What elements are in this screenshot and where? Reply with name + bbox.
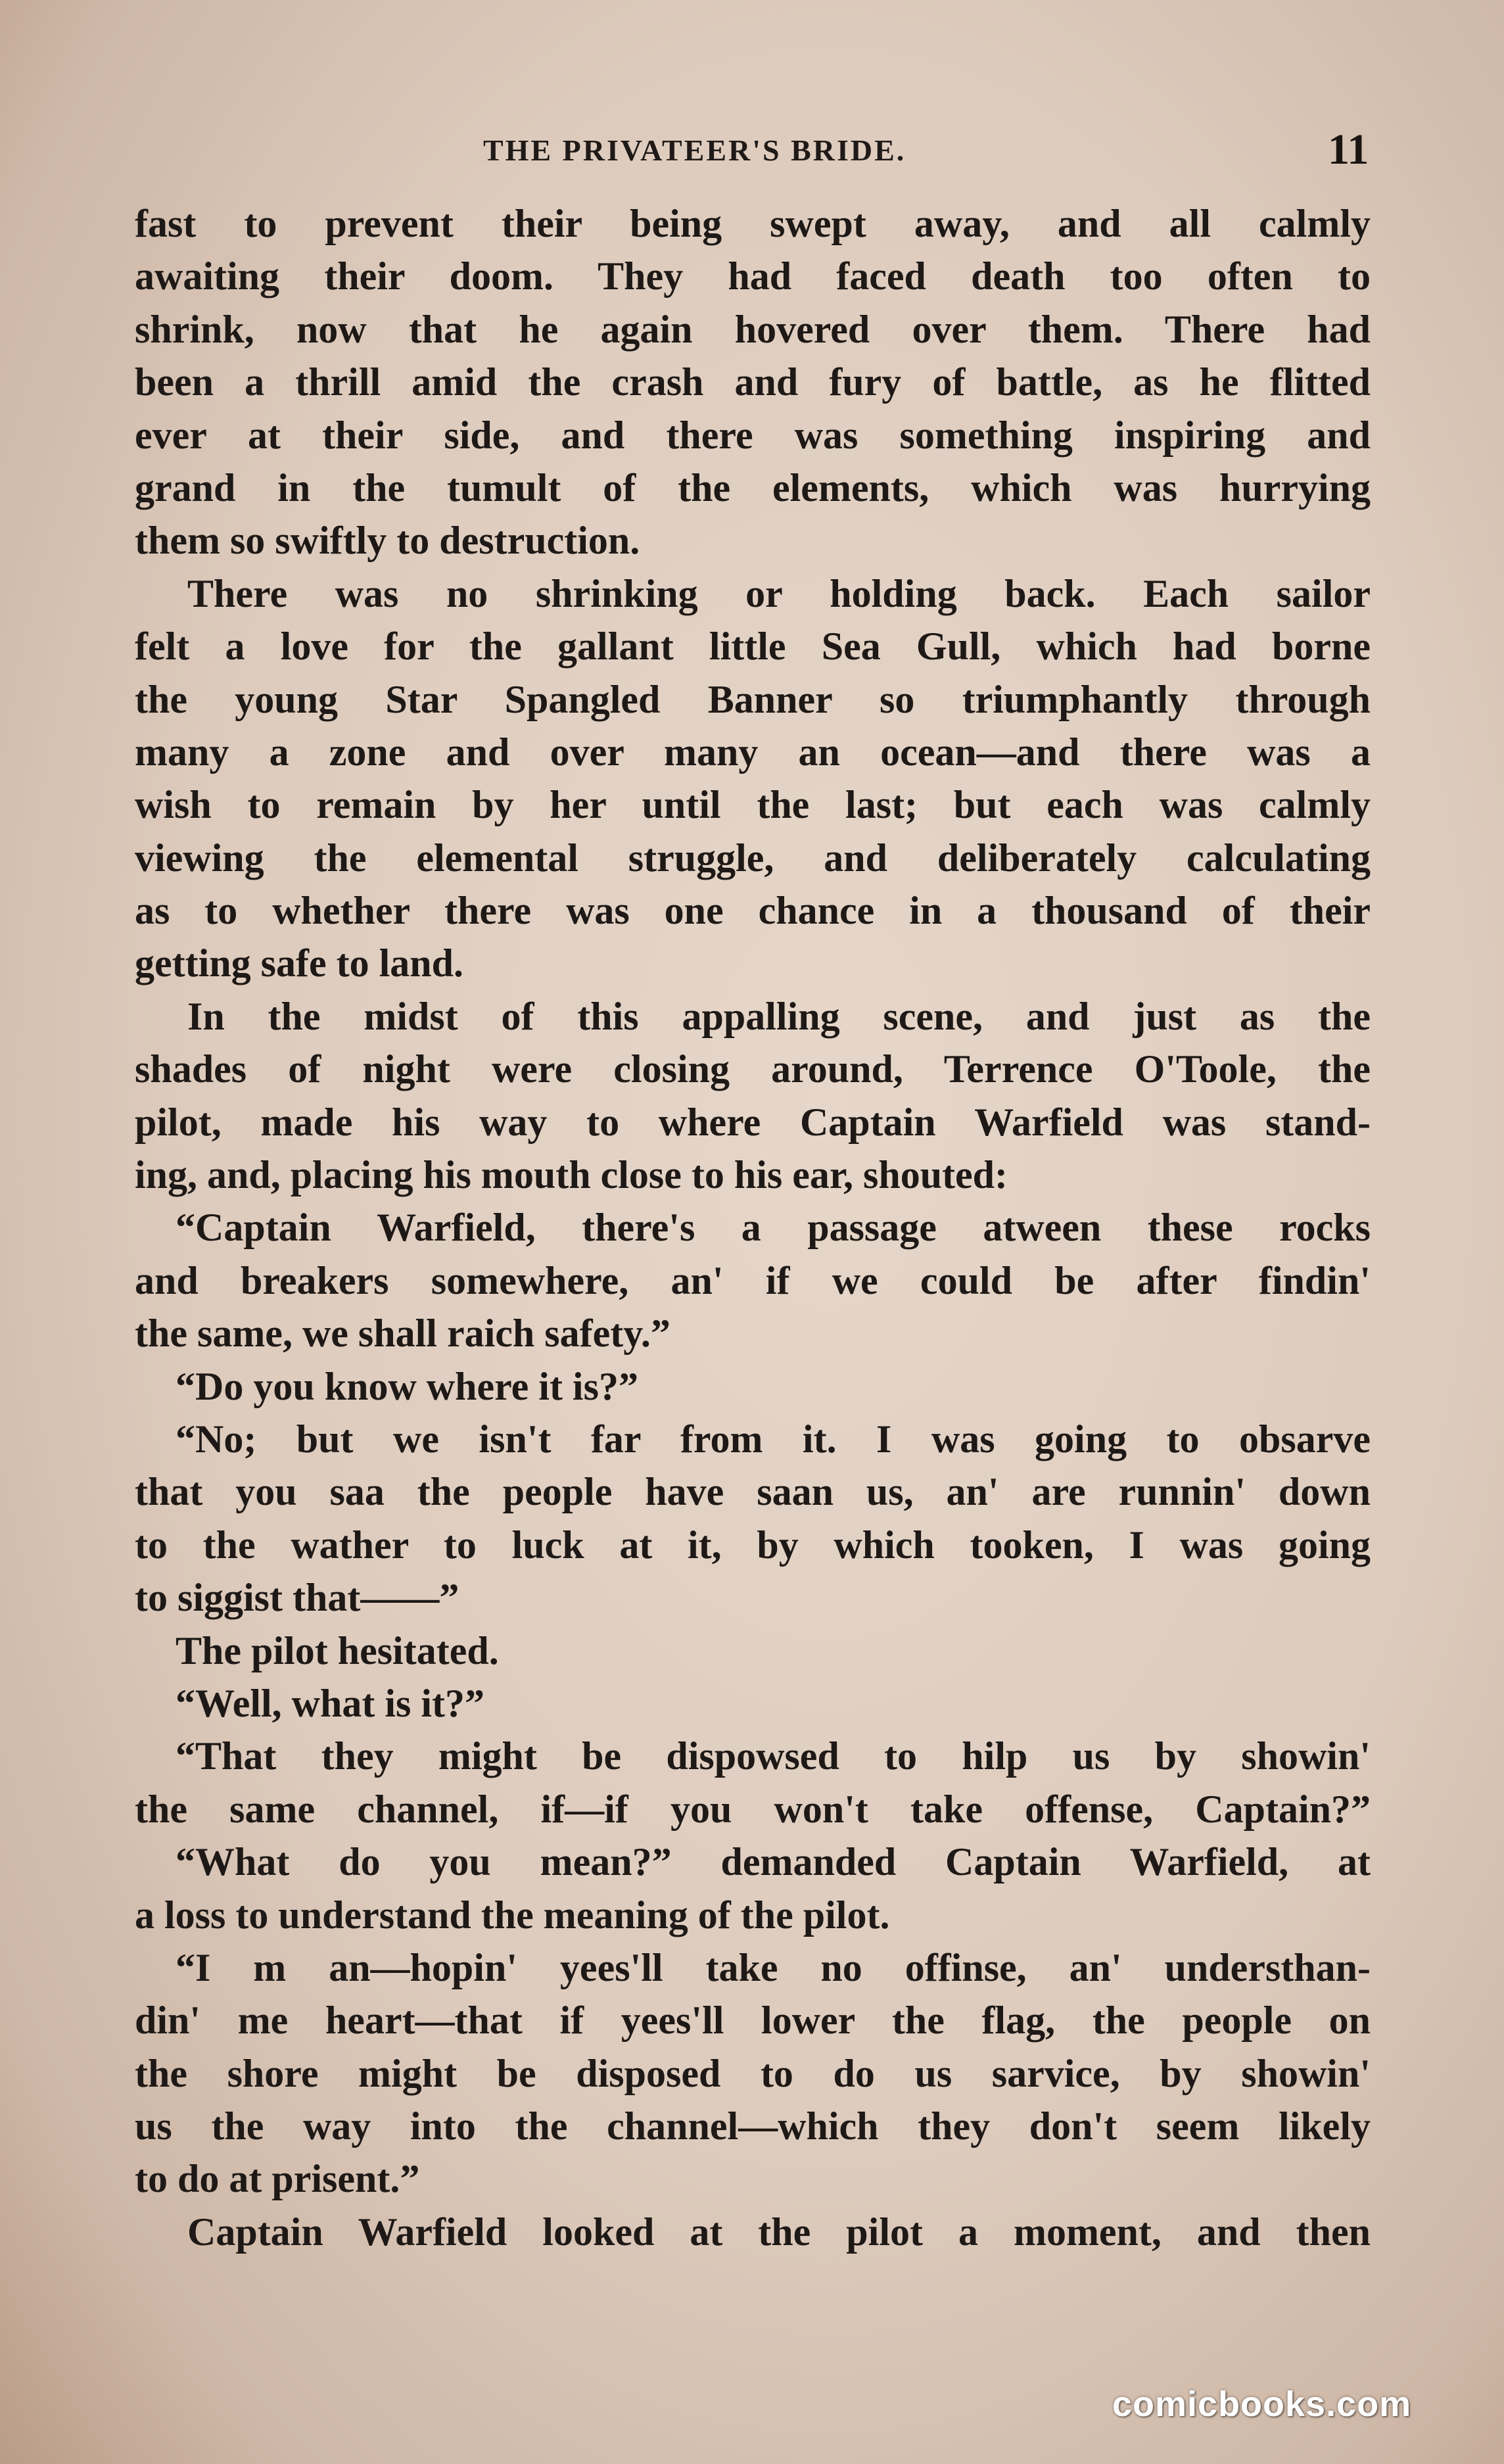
text-line: There was no shrinking or holding back. Each sailor xyxy=(187,571,1371,615)
text-line: wish to remain by her until the last; but each was calmly xyxy=(135,783,1371,827)
site-watermark: comicbooks.com xyxy=(1112,2384,1412,2424)
text-line: “I m an—hopin' yees'll take no offinse, an' understhan- xyxy=(176,1945,1371,1989)
text-line: “That they might be dispowsed to hilp us by showin' xyxy=(176,1734,1371,1778)
text-line: the same channel, if—if you won't take offense, Captain?” xyxy=(135,1787,1371,1831)
text-line: shrink, now that he again hovered over them. There had xyxy=(135,307,1371,351)
text-line: awaiting their doom. They had faced death too often to xyxy=(135,254,1371,298)
text-line: to siggist that——” xyxy=(135,1576,459,1620)
text-line: many a zone and over many an ocean—and there was a xyxy=(135,730,1371,774)
running-title: THE PRIVATEER'S BRIDE. xyxy=(483,133,906,167)
page-number: 11 xyxy=(1328,126,1369,174)
text-line: getting safe to land. xyxy=(135,941,463,985)
text-line: the shore might be disposed to do us sarvice, by showin' xyxy=(135,2051,1371,2095)
text-line: as to whether there was one chance in a thousand of their xyxy=(135,889,1371,933)
text-line: shades of night were closing around, Terrence O'Toole, the xyxy=(135,1047,1371,1091)
text-line: felt a love for the gallant little Sea Gull, which had borne xyxy=(135,625,1371,669)
body-text xyxy=(135,197,1371,2258)
text-line: “Well, what is it?” xyxy=(176,1681,485,1725)
text-line: been a thrill amid the crash and fury of battle, as he flitted xyxy=(135,360,1371,404)
text-line: Captain Warfield looked at the pilot a moment, and then xyxy=(187,2210,1371,2254)
text-line: viewing the elemental struggle, and deliberately calculating xyxy=(135,836,1371,880)
text-line: that you saa the people have saan us, an' are runnin' down xyxy=(135,1470,1371,1514)
text-line: the same, we shall raich safety.” xyxy=(135,1312,670,1356)
text-line: grand in the tumult of the elements, which was hurrying xyxy=(135,465,1371,509)
text-line: “Do you know where it is?” xyxy=(176,1364,638,1408)
page-header xyxy=(0,125,1504,178)
text-line: In the midst of this appalling scene, and just as the xyxy=(187,994,1371,1038)
text-line: to the wather to luck at it, by which tooken, I was going xyxy=(135,1523,1371,1567)
text-line: pilot, made his way to where Captain Warfield was stand- xyxy=(135,1100,1371,1144)
text-line: the young Star Spangled Banner so triumphantly through xyxy=(135,677,1371,721)
text-line: to do at prisent.” xyxy=(135,2157,420,2201)
text-line: ing, and, placing his mouth close to his ear, shouted: xyxy=(135,1153,1008,1197)
text-line: them so swiftly to destruction. xyxy=(135,519,640,563)
text-line: The pilot hesitated. xyxy=(176,1628,499,1672)
text-line: fast to prevent their being swept away, and all calmly xyxy=(135,202,1371,245)
text-line: ever at their side, and there was something inspiring and xyxy=(135,413,1371,457)
text-line: “Captain Warfield, there's a passage atween these rocks xyxy=(176,1206,1371,1250)
text-line: “No; but we isn't far from it. I was going to obsarve xyxy=(176,1417,1371,1461)
text-line: “What do you mean?” demanded Captain Warfield, at xyxy=(176,1840,1371,1884)
text-line: and breakers somewhere, an' if we could be after findin' xyxy=(135,1258,1371,1302)
text-line: din' me heart—that if yees'll lower the flag, the people on xyxy=(135,1999,1371,2043)
text-line: us the way into the channel—which they don't seem likely xyxy=(135,2104,1371,2148)
text-line: a loss to understand the meaning of the pilot. xyxy=(135,1893,890,1937)
